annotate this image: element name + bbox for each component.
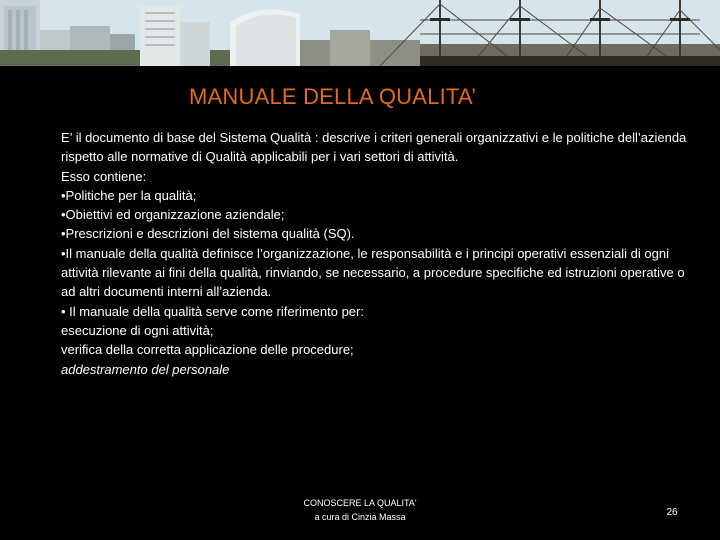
body-paragraph-italic: addestramento del personale (61, 361, 230, 377)
harbor-skyline-image (0, 0, 720, 66)
body-paragraph: esecuzione di ogni attività; (61, 322, 214, 338)
header-photo-banner (0, 0, 720, 66)
page-number: 26 (666, 507, 678, 518)
footer (260, 496, 460, 524)
bullet-item: •Obiettivi ed organizzazione aziendale; (61, 207, 285, 223)
footer-author: a cura di Cinzia Massa (314, 512, 406, 522)
bullet-item: •Prescrizioni e descrizioni del sistema qualità (SQ). (61, 226, 355, 242)
body-paragraph: E’ il documento di base del Sistema Qualità : descrive i criteri generali organizzativi e le politiche dell’azienda rispetto alle normative di Qualità applicabili per i vari settori di attività. (61, 130, 687, 165)
bullet-item: •Il manuale della qualità definisce l’organizzazione, le responsabilità e i principi operativi essenziali di ogni attività rilevante ai fini della qualità, rinviando, se necessario, a procedure specifiche ed istruzioni operative o ad altri documenti interni all’azienda. (61, 245, 685, 300)
body-paragraph: Esso contiene: (61, 168, 147, 184)
footer-title: CONOSCERE LA QUALITA' (303, 498, 417, 508)
bullet-item: • Il manuale della qualità serve come riferimento per: (61, 303, 364, 319)
slide-body (61, 128, 701, 379)
slide-title: MANUALE DELLA QUALITA’ (189, 84, 477, 109)
bullet-item: •Politiche per la qualità; (61, 187, 197, 203)
body-paragraph: verifica della corretta applicazione delle procedure; (61, 342, 354, 358)
